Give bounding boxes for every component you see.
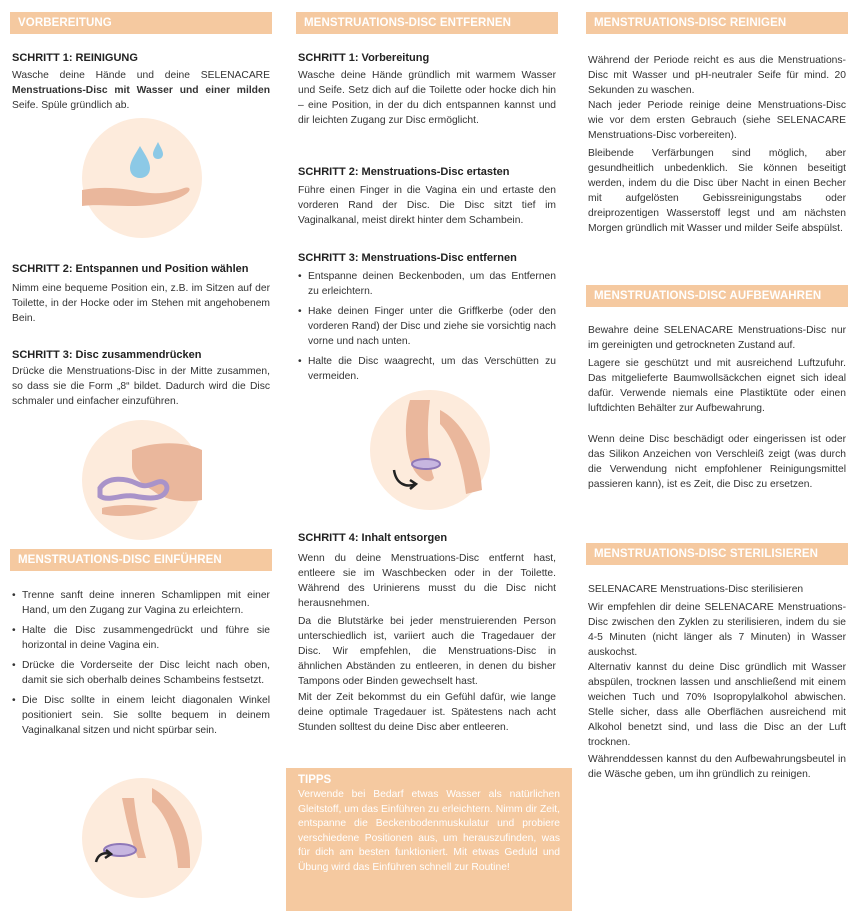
remove-step2-title: SCHRITT 2: Menstruations-Disc ertasten [298,166,510,178]
section-header-store: MENSTRUATIONS-DISC AUFBEWAHREN [586,285,848,307]
tips-text: Verwende bei Bedarf etwas Wasser als natürlichen Gleitstoff, um das Einführen zu erleichtern. Nimm dir Zeit, entspanne die Beckenbodenmuskulatur und probiere verschiedene Positionen aus, um herauszufinden, was für dich am besten funktioniert. Mit etwas Geduld und Übung wird das Einführen schnell zur Routine! [298,789,560,873]
insert-list [12,588,270,743]
store-p1: Bewahre deine SELENACARE Menstruations-Disc nur im gereinigten und getrockneten Zustand auf. [588,325,846,351]
store-p2: Lagere sie geschützt und mit ausreichend Luftzufuhr. Das mitgelieferte Baumwollsäckchen eignet sich ideal dafür. Verwende niemals eine Plastiktüte oder einen luftdichten Behälter zur Aufbewahrung. [588,358,846,414]
remove-step2-text: Führe einen Finger in die Vagina ein und ertaste den vorderen Rand der Disc. Die Disc sitzt tief im Vaginalkanal, meist direkt hinter dem Schambein. [298,185,556,226]
step2-title: SCHRITT 2: Entspannen und Position wählen [12,263,249,275]
remove-step3-title: SCHRITT 3: Menstruations-Disc entfernen [298,252,517,264]
disc-insert-illustration [82,778,202,898]
list-item: • Trenne sanft deine inneren Schamlippen mit einer Hand, um den Zugang zur Vagina zu erleichtern. [12,588,270,618]
section-header-clean: MENSTRUATIONS-DISC REINIGEN [586,12,848,34]
remove-step4-p1: Wenn du deine Menstruations-Disc entfernt hast, entleere sie im Waschbecken oder in der Toilette. Während des Urinierens musst du die Disc nicht herausnehmen. [298,553,556,609]
step3-text: Drücke die Menstruations-Disc in der Mitte zusammen, so dass sie die Form „8“ bildet. Dadurch wird die Disc schmaler und einfacher einzuführen. [12,366,270,407]
steril-p3: Alternativ kannst du deine Disc gründlich mit Wasser abspülen, trocknen lassen und anschließend mit einem weichen Tuch und 70% Isopropylalkohol abwischen. Stelle sicher, dass alle Oberflächen ausreichend mit Alkohol benetzt sind, und lass die Disc an der Luft trocknen. [588,662,846,748]
remove-step1-text: Wasche deine Hände gründlich mit warmem Wasser und Seife. Setz dich auf die Toilette oder hocke dich hin – eine Position, in der du dich entspannen kannst und dir leichten Zugang zur Disc ermöglicht. [298,70,556,126]
step3-title: SCHRITT 3: Disc zusammendrücken [12,349,202,361]
disc-remove-illustration [370,390,490,510]
section-header-remove: MENSTRUATIONS-DISC ENTFERNEN [296,12,558,34]
steril-p4: Währenddessen kannst du den Aufbewahrungsbeutel in die Wäsche geben, um ihn gründlich zu reinigen. [588,754,846,780]
remove-step3-list [298,269,556,389]
clean-p2: Nach jeder Periode reinige deine Menstruations-Disc wie vor dem ersten Gebrauch (siehe SELENACARE Menstruations-Disc vorbereiten). [588,100,846,141]
disc-squeeze-illustration [82,420,202,540]
list-item: • Halte die Disc zusammengedrückt und führe sie horizontal in deine Vagina ein. [12,623,270,653]
list-item: • Die Disc sollte in einem leicht diagonalen Winkel positioniert sein. Sie sollte bequem in deinem Vaginalkanal sitzen und nicht spürbar sein. [12,693,270,738]
section-header-preparation: VORBEREITUNG [10,12,272,34]
list-item: • Hake deinen Finger unter die Griffkerbe (oder den vorderen Rand) der Disc und ziehe sie vorsichtig nach vorne und nach unten. [298,304,556,349]
remove-step4-title: SCHRITT 4: Inhalt entsorgen [298,532,448,544]
tips-title: TIPPS [298,774,332,786]
section-header-sterilize: MENSTRUATIONS-DISC STERILISIEREN [586,543,848,565]
list-item: • Drücke die Vorderseite der Disc leicht nach oben, damit sie sich oberhalb deines Schambeins festsetzt. [12,658,270,688]
tips-box [286,768,572,911]
list-item: • Halte die Disc waagrecht, um das Verschütten zu vermeiden. [298,354,556,384]
section-header-insert: MENSTRUATIONS-DISC EINFÜHREN [10,549,272,571]
list-item: • Entspanne deinen Beckenboden, um das Entfernen zu erleichtern. [298,269,556,299]
remove-step4-p2: Da die Blutstärke bei jeder menstruierenden Person unterschiedlich ist, variiert auch die Tragedauer der Disc. Wir empfehlen, die Menstruations-Disc in ähnlichen Abständen zu entleeren, in denen du bisher Tampons oder Binden gewechselt hast. [298,616,556,687]
hand-washing-illustration [82,118,202,238]
steril-p1: SELENACARE Menstruations-Disc sterilisieren [588,584,804,595]
step1-text: Wasche deine Hände und deine SELENACARE Menstruations-Disc mit Wasser und einer milden Seife. Spüle gründlich ab. [12,70,270,111]
remove-step1-title: SCHRITT 1: Vorbereitung [298,52,430,64]
store-p3: Wenn deine Disc beschädigt oder eingerissen ist oder das Silikon Anzeichen von Verschleiß zeigt (was durch die Verwendung nicht empfohlener Reinigungsmittel passieren kann), ist es Zeit, die Disc zu ersetzen. [588,434,846,490]
clean-p3: Bleibende Verfärbungen sind möglich, aber gesundheitlich unbedenklich. Sie können beseitigt werden, indem du die Disc über Nacht in einen Becher mit aufgelösten Gebissreinigungstabs oder dreiprozentigen Wasserstoff legst und am nächsten Morgen gründlich mit Wasser und milder Seife abspülst. [588,148,846,234]
step2-text: Nimm eine bequeme Position ein, z.B. im Sitzen auf der Toilette, in der Hocke oder im Stehen mit angehobenem Bein. [12,283,270,324]
clean-p1: Während der Periode reicht es aus die Menstruations-Disc mit Wasser und pH-neutraler Seife für mind. 20 Sekunden zu waschen. [588,55,846,96]
remove-step4-p3: Mit der Zeit bekommst du ein Gefühl dafür, wie lange deine optimale Tragedauer ist. Spätestens nach acht Stunden solltest du deine Disc aber entleeren. [298,692,556,733]
steril-p2: Wir empfehlen dir deine SELENACARE Menstruations-Disc zwischen den Zyklen zu sterilisieren, indem du sie 4-5 Minuten (nicht länger als 7 Minuten) in Wasser auskochst. [588,602,846,658]
step1-title: SCHRITT 1: REINIGUNG [12,52,138,64]
